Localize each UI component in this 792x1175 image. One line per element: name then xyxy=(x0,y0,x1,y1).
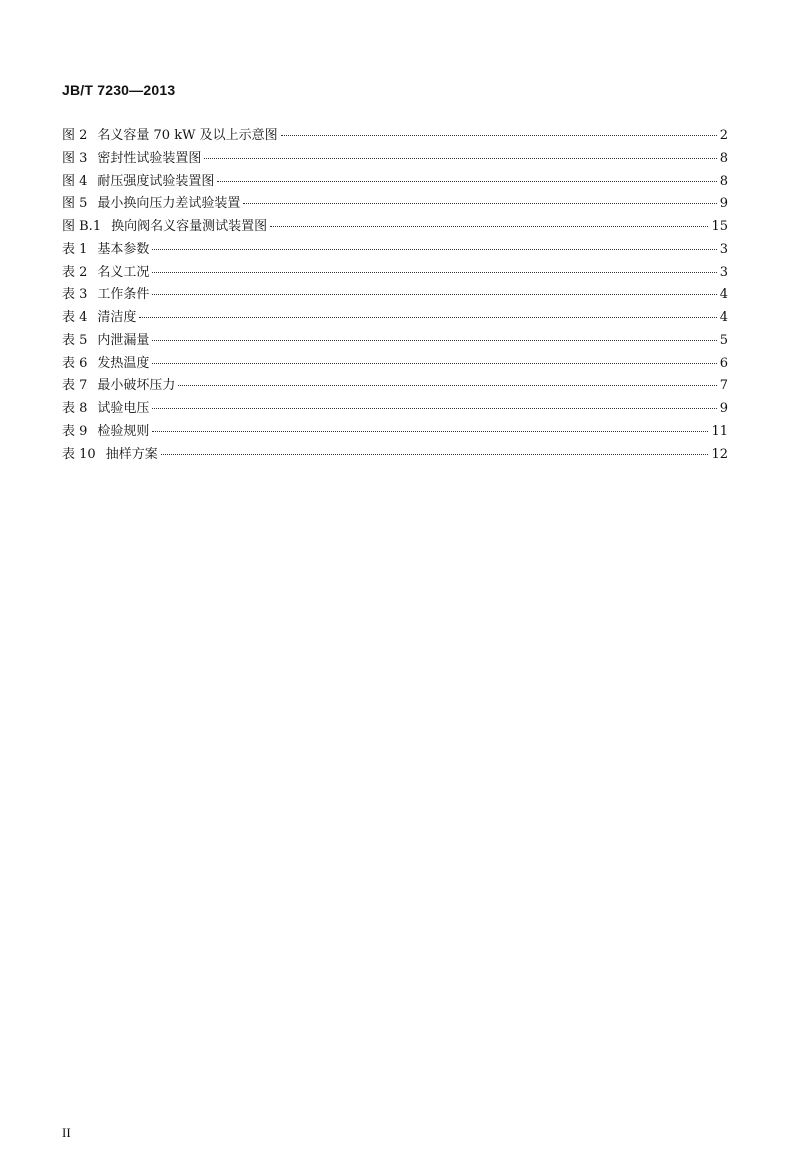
toc-entry-label xyxy=(62,238,149,257)
toc-entry-label xyxy=(62,283,149,302)
toc-leader-dots xyxy=(152,339,716,341)
toc-entry-label xyxy=(62,192,240,211)
toc-leader-dots xyxy=(152,293,716,295)
toc-leader-dots xyxy=(243,202,716,204)
toc-entry-label xyxy=(62,397,149,416)
toc-entry-label xyxy=(62,215,267,234)
toc-entry-title: 换向阀名义容量测试装置图 xyxy=(111,219,268,234)
toc-entry-page: 9 xyxy=(719,196,728,212)
toc-entry-title: 名义工况 xyxy=(97,264,150,280)
toc-entry-label xyxy=(62,306,136,325)
toc-entry[interactable] xyxy=(62,215,728,238)
toc-entry-title: 名义容量 70 kW 及以上示意图 xyxy=(97,128,278,143)
toc-entry-number: 表 5 xyxy=(62,332,88,348)
toc-leader-dots xyxy=(204,157,716,159)
list-of-figures-and-tables xyxy=(62,124,728,465)
toc-entry-number: 表 1 xyxy=(62,241,88,257)
toc-entry-title: 发热温度 xyxy=(97,355,150,371)
toc-entry-page: 15 xyxy=(711,219,728,234)
toc-leader-dots xyxy=(152,362,716,364)
toc-leader-dots xyxy=(161,453,709,455)
toc-entry[interactable] xyxy=(62,238,728,261)
toc-entry-number: 图 4 xyxy=(62,173,88,189)
toc-entry-label xyxy=(62,329,149,348)
toc-entry-page: 2 xyxy=(719,128,728,143)
toc-entry-number: 图 3 xyxy=(62,150,88,166)
toc-entry-label xyxy=(62,261,149,280)
toc-entry-title: 内泄漏量 xyxy=(97,332,150,348)
toc-entry[interactable] xyxy=(62,306,728,329)
toc-entry-page: 5 xyxy=(719,332,728,348)
toc-entry-title: 最小破坏压力 xyxy=(97,378,176,394)
toc-leader-dots xyxy=(139,316,716,318)
toc-entry-page: 11 xyxy=(711,423,728,439)
toc-entry-title: 基本参数 xyxy=(97,241,150,257)
toc-entry-number: 表 10 xyxy=(62,446,96,462)
toc-entry-number: 图 B.1 xyxy=(62,219,102,234)
toc-entry-title: 最小换向压力差试验装置 xyxy=(97,196,241,212)
toc-entry[interactable] xyxy=(62,170,728,193)
toc-entry-title: 耐压强度试验装置图 xyxy=(97,173,215,189)
toc-entry-label xyxy=(62,443,158,462)
toc-entry-label xyxy=(62,374,175,393)
toc-entry-label xyxy=(62,124,278,143)
toc-leader-dots xyxy=(152,248,716,250)
toc-entry-number: 表 3 xyxy=(62,287,88,303)
toc-entry-page: 8 xyxy=(719,150,728,166)
toc-entry-number: 表 4 xyxy=(62,310,88,325)
toc-entry-page: 4 xyxy=(719,310,728,325)
toc-entry[interactable] xyxy=(62,420,728,443)
toc-entry-number: 表 8 xyxy=(62,401,88,416)
toc-entry-label xyxy=(62,147,201,166)
toc-entry-number: 表 7 xyxy=(62,378,88,394)
toc-entry[interactable] xyxy=(62,329,728,352)
toc-entry-title: 密封性试验装置图 xyxy=(97,150,202,166)
toc-leader-dots xyxy=(152,430,708,432)
toc-leader-dots xyxy=(217,180,716,182)
toc-entry-page: 6 xyxy=(719,355,728,371)
toc-entry[interactable] xyxy=(62,147,728,170)
toc-entry[interactable] xyxy=(62,192,728,215)
toc-leader-dots xyxy=(281,134,717,136)
toc-entry-label xyxy=(62,170,214,189)
toc-entry-page: 7 xyxy=(719,378,728,394)
toc-entry-title: 试验电压 xyxy=(97,401,150,416)
toc-entry-page: 4 xyxy=(719,287,728,303)
toc-entry[interactable] xyxy=(62,352,728,375)
toc-leader-dots xyxy=(152,407,716,409)
toc-entry-page: 12 xyxy=(711,446,728,462)
toc-entry-title: 抽样方案 xyxy=(105,446,158,462)
page-number: II xyxy=(62,1125,71,1140)
toc-entry[interactable] xyxy=(62,261,728,284)
toc-entry-number: 图 5 xyxy=(62,196,88,212)
toc-entry-page: 8 xyxy=(719,173,728,189)
toc-entry-title: 工作条件 xyxy=(97,287,150,303)
toc-entry-number: 图 2 xyxy=(62,128,88,143)
toc-leader-dots xyxy=(270,225,708,227)
standard-code-header: JB/T 7230—2013 xyxy=(62,82,176,98)
toc-entry-page: 9 xyxy=(719,401,728,416)
toc-entry[interactable] xyxy=(62,443,728,466)
toc-entry-page: 3 xyxy=(719,264,728,280)
toc-entry-page: 3 xyxy=(719,241,728,257)
toc-entry-title: 清洁度 xyxy=(97,310,137,325)
toc-entry-label xyxy=(62,420,149,439)
toc-entry-number: 表 2 xyxy=(62,264,88,280)
toc-entry-label xyxy=(62,352,149,371)
toc-entry[interactable] xyxy=(62,124,728,147)
toc-entry[interactable] xyxy=(62,283,728,306)
toc-entry-number: 表 6 xyxy=(62,355,88,371)
toc-entry[interactable] xyxy=(62,374,728,397)
toc-entry-title: 检验规则 xyxy=(97,423,150,439)
toc-entry-number: 表 9 xyxy=(62,423,88,439)
toc-leader-dots xyxy=(178,384,716,386)
toc-entry[interactable] xyxy=(62,397,728,420)
toc-leader-dots xyxy=(152,271,716,273)
